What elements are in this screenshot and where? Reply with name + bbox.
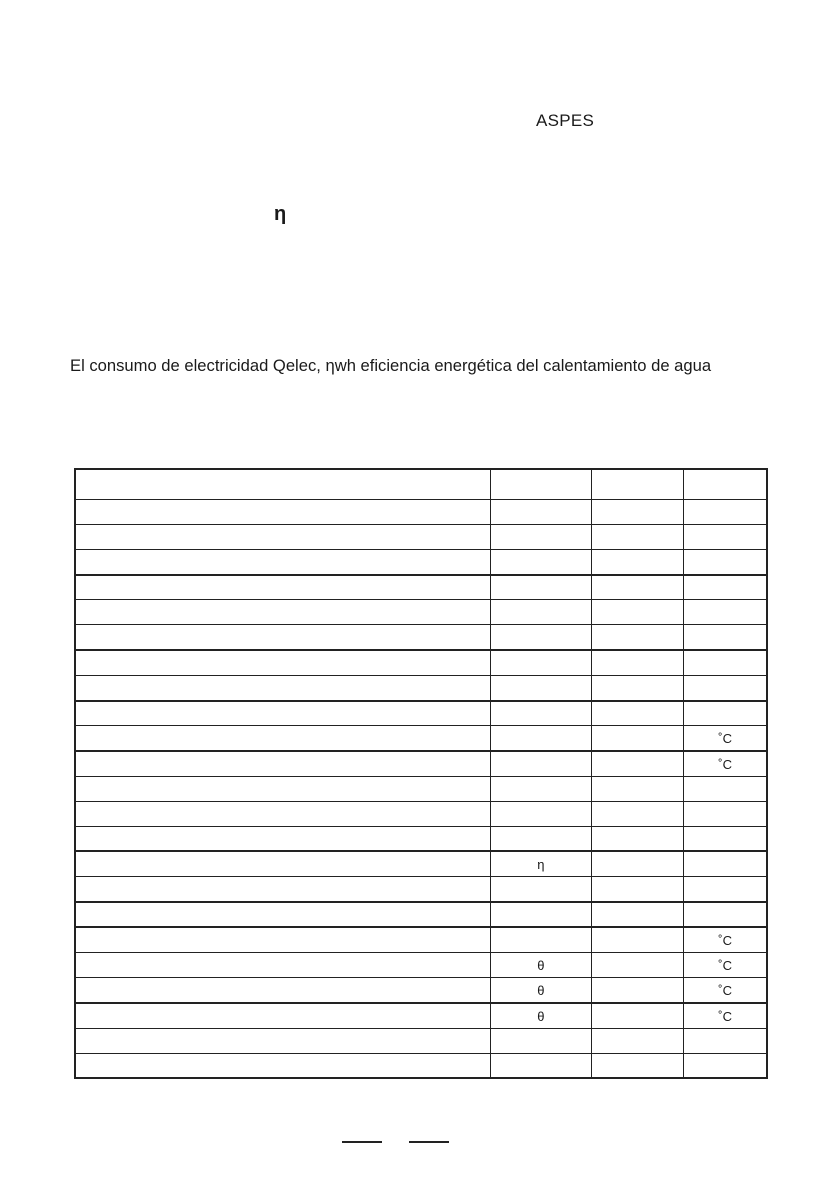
cell-value [591,802,683,827]
cell-unit [684,575,767,600]
cell-symbol [490,701,591,726]
cell-symbol: θ [490,1003,591,1029]
cell-desc [75,575,490,600]
cell-unit [684,777,767,802]
cell-unit [684,1029,767,1054]
cell-unit [684,469,767,500]
table-header-row [75,469,767,500]
table-row [75,625,767,651]
cell-desc [75,726,490,752]
cell-value [591,701,683,726]
cell-symbol [490,751,591,777]
cell-symbol [490,469,591,500]
signature-line-right [409,1141,449,1143]
cell-value [591,1029,683,1054]
table-row [75,1054,767,1079]
table-row [75,701,767,726]
cell-desc [75,802,490,827]
cell-symbol [490,625,591,651]
cell-unit: ˚C [684,927,767,953]
cell-value [591,777,683,802]
cell-symbol [490,650,591,676]
table-row [75,777,767,802]
cell-value [591,927,683,953]
cell-value [591,851,683,877]
table-row [75,751,767,777]
cell-unit [684,600,767,625]
cell-desc [75,469,490,500]
table-row [75,1029,767,1054]
table-row [75,525,767,550]
cell-unit [684,701,767,726]
cell-symbol [490,600,591,625]
table-row [75,500,767,525]
cell-value [591,1003,683,1029]
cell-symbol [490,500,591,525]
table-row [75,877,767,903]
cell-desc [75,1003,490,1029]
cell-unit [684,676,767,702]
efficiency-symbol: η [274,203,287,225]
cell-unit [684,525,767,550]
cell-desc [75,751,490,777]
cell-value [591,600,683,625]
table-row [75,953,767,978]
cell-value [591,575,683,600]
cell-symbol [490,902,591,927]
cell-desc [75,851,490,877]
cell-value [591,953,683,978]
cell-value [591,525,683,550]
cell-desc [75,953,490,978]
cell-desc [75,978,490,1004]
cell-desc [75,777,490,802]
cell-desc [75,902,490,927]
cell-value [591,469,683,500]
cell-symbol [490,676,591,702]
table-row [75,851,767,877]
cell-value [591,650,683,676]
table-row [75,802,767,827]
cell-unit [684,902,767,927]
table-row [75,650,767,676]
cell-value [591,978,683,1004]
cell-symbol [490,927,591,953]
cell-desc [75,500,490,525]
cell-symbol [490,1054,591,1079]
cell-value [591,902,683,927]
cell-symbol [490,525,591,550]
cell-unit [684,650,767,676]
cell-desc [75,1054,490,1079]
cell-desc [75,650,490,676]
cell-desc [75,550,490,576]
cell-unit: ˚C [684,751,767,777]
cell-value [591,550,683,576]
cell-unit [684,851,767,877]
table-row [75,600,767,625]
table-row [75,726,767,752]
table-row [75,575,767,600]
cell-unit [684,802,767,827]
cell-desc [75,676,490,702]
cell-desc [75,625,490,651]
cell-desc [75,827,490,852]
cell-value [591,1054,683,1079]
cell-symbol [490,877,591,903]
cell-unit [684,877,767,903]
cell-desc [75,525,490,550]
cell-symbol [490,550,591,576]
cell-value [591,500,683,525]
cell-value [591,676,683,702]
cell-symbol [490,726,591,752]
cell-desc [75,600,490,625]
cell-desc [75,1029,490,1054]
cell-symbol [490,827,591,852]
cell-symbol [490,777,591,802]
cell-unit [684,625,767,651]
cell-symbol: θ [490,953,591,978]
cell-symbol: θ [490,978,591,1004]
cell-unit [684,500,767,525]
cell-symbol [490,802,591,827]
spec-table [74,468,768,1079]
table-row [75,827,767,852]
cell-symbol [490,1029,591,1054]
spec-table-body [75,469,767,1078]
cell-unit [684,827,767,852]
cell-unit: ˚C [684,1003,767,1029]
table-row [75,927,767,953]
table-row [75,1003,767,1029]
cell-symbol [490,575,591,600]
cell-value [591,625,683,651]
cell-unit: ˚C [684,726,767,752]
cell-unit: ˚C [684,978,767,1004]
cell-value [591,877,683,903]
cell-value [591,726,683,752]
cell-desc [75,877,490,903]
cell-value [591,827,683,852]
cell-unit [684,550,767,576]
cell-symbol: η [490,851,591,877]
brand-name: ASPES [536,111,595,130]
table-row [75,978,767,1004]
cell-unit [684,1054,767,1079]
cell-value [591,751,683,777]
intro-text: El consumo de electricidad Qelec, ηwh eficiencia energética del calentamiento de agua [70,356,712,375]
cell-desc [75,701,490,726]
table-row [75,676,767,702]
cell-unit: ˚C [684,953,767,978]
table-row [75,902,767,927]
signature-line-left [342,1141,382,1143]
cell-desc [75,927,490,953]
table-row [75,550,767,576]
